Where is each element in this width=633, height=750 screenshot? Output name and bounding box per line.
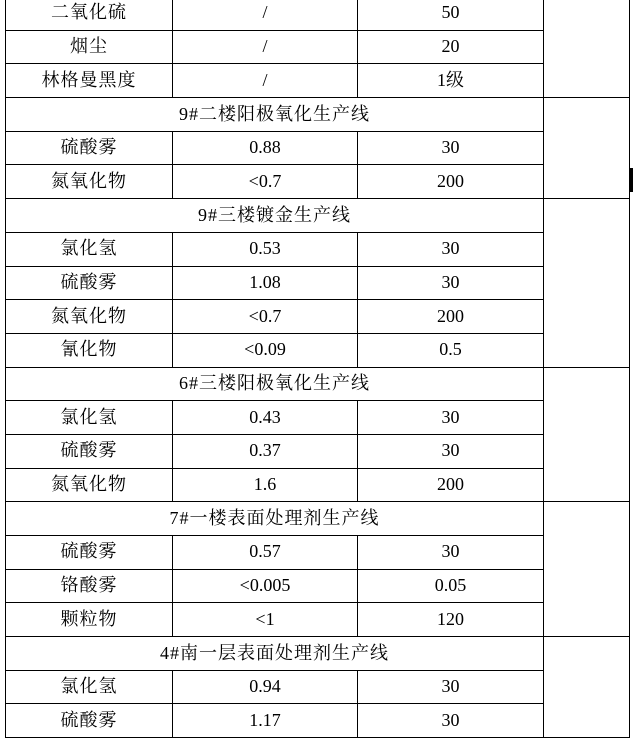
measured-value-cell: 0.94 [173, 670, 358, 704]
measured-value-cell: 1.6 [173, 468, 358, 502]
measured-value-cell: <0.7 [173, 165, 358, 199]
remark-cell [544, 199, 630, 367]
emissions-table [5, 0, 630, 738]
table-row [6, 333, 630, 367]
limit-value-cell: 30 [358, 232, 544, 266]
section-header-cell: 9#二楼阳极氧化生产线 [6, 98, 544, 132]
section-header-row [6, 98, 630, 132]
table-row [6, 603, 630, 637]
section-header-cell: 6#三楼阳极氧化生产线 [6, 367, 544, 401]
pollutant-name-cell: 颗粒物 [6, 603, 173, 637]
table-row [6, 569, 630, 603]
table-row [6, 704, 630, 738]
table-row [6, 266, 630, 300]
table-row [6, 536, 630, 570]
limit-value-cell: 30 [358, 401, 544, 435]
limit-value-cell: 0.5 [358, 333, 544, 367]
pollutant-name-cell: 铬酸雾 [6, 569, 173, 603]
limit-value-cell: 30 [358, 266, 544, 300]
limit-value-cell: 200 [358, 165, 544, 199]
measured-value-cell: 0.53 [173, 232, 358, 266]
limit-value-cell: 1级 [358, 64, 544, 98]
measured-value-cell: / [173, 64, 358, 98]
table-row [6, 468, 630, 502]
remark-cell [544, 637, 630, 738]
measured-value-cell: <1 [173, 603, 358, 637]
section-header-cell: 7#一楼表面处理剂生产线 [6, 502, 544, 536]
table-row [6, 165, 630, 199]
measured-value-cell: 0.43 [173, 401, 358, 435]
pollutant-name-cell: 氰化物 [6, 333, 173, 367]
table-row [6, 30, 630, 64]
pollutant-name-cell: 氯化氢 [6, 401, 173, 435]
remark-cell [544, 367, 630, 502]
remark-cell [544, 502, 630, 637]
section-header-cell: 9#三楼镀金生产线 [6, 199, 544, 233]
pollutant-name-cell: 烟尘 [6, 30, 173, 64]
limit-value-cell: 200 [358, 468, 544, 502]
measured-value-cell: 0.57 [173, 536, 358, 570]
table-row [6, 401, 630, 435]
pollutant-name-cell: 氮氧化物 [6, 300, 173, 334]
pollutant-name-cell: 硫酸雾 [6, 434, 173, 468]
pollutant-name-cell: 氮氧化物 [6, 165, 173, 199]
limit-value-cell: 120 [358, 603, 544, 637]
limit-value-cell: 30 [358, 536, 544, 570]
pollutant-name-cell: 林格曼黑度 [6, 64, 173, 98]
table-row [6, 64, 630, 98]
limit-value-cell: 30 [358, 131, 544, 165]
pollutant-name-cell: 硫酸雾 [6, 704, 173, 738]
measured-value-cell: <0.7 [173, 300, 358, 334]
measured-value-cell: 0.88 [173, 131, 358, 165]
section-header-row [6, 199, 630, 233]
measured-value-cell: <0.005 [173, 569, 358, 603]
pollutant-name-cell: 氮氧化物 [6, 468, 173, 502]
measured-value-cell: / [173, 30, 358, 64]
section-header-row [6, 502, 630, 536]
pollutant-name-cell: 硫酸雾 [6, 266, 173, 300]
remark-cell [544, 98, 630, 199]
pollutant-name-cell: 硫酸雾 [6, 536, 173, 570]
pollutant-name-cell: 硫酸雾 [6, 131, 173, 165]
measured-value-cell: 1.17 [173, 704, 358, 738]
pollutant-name-cell: 二氧化硫 [6, 0, 173, 30]
limit-value-cell: 30 [358, 670, 544, 704]
limit-value-cell: 200 [358, 300, 544, 334]
remark-cell [544, 0, 630, 98]
table-row [6, 434, 630, 468]
limit-value-cell: 50 [358, 0, 544, 30]
measured-value-cell: 1.08 [173, 266, 358, 300]
limit-value-cell: 30 [358, 434, 544, 468]
limit-value-cell: 30 [358, 704, 544, 738]
table-row [6, 300, 630, 334]
table-row [6, 232, 630, 266]
limit-value-cell: 0.05 [358, 569, 544, 603]
measured-value-cell: <0.09 [173, 333, 358, 367]
measured-value-cell: / [173, 0, 358, 30]
pollutant-name-cell: 氯化氢 [6, 232, 173, 266]
section-header-cell: 4#南一层表面处理剂生产线 [6, 637, 544, 671]
pollutant-name-cell: 氯化氢 [6, 670, 173, 704]
section-header-row [6, 367, 630, 401]
measured-value-cell: 0.37 [173, 434, 358, 468]
section-header-row [6, 637, 630, 671]
table-row [6, 131, 630, 165]
limit-value-cell: 20 [358, 30, 544, 64]
table-row [6, 670, 630, 704]
table-row [6, 0, 630, 30]
